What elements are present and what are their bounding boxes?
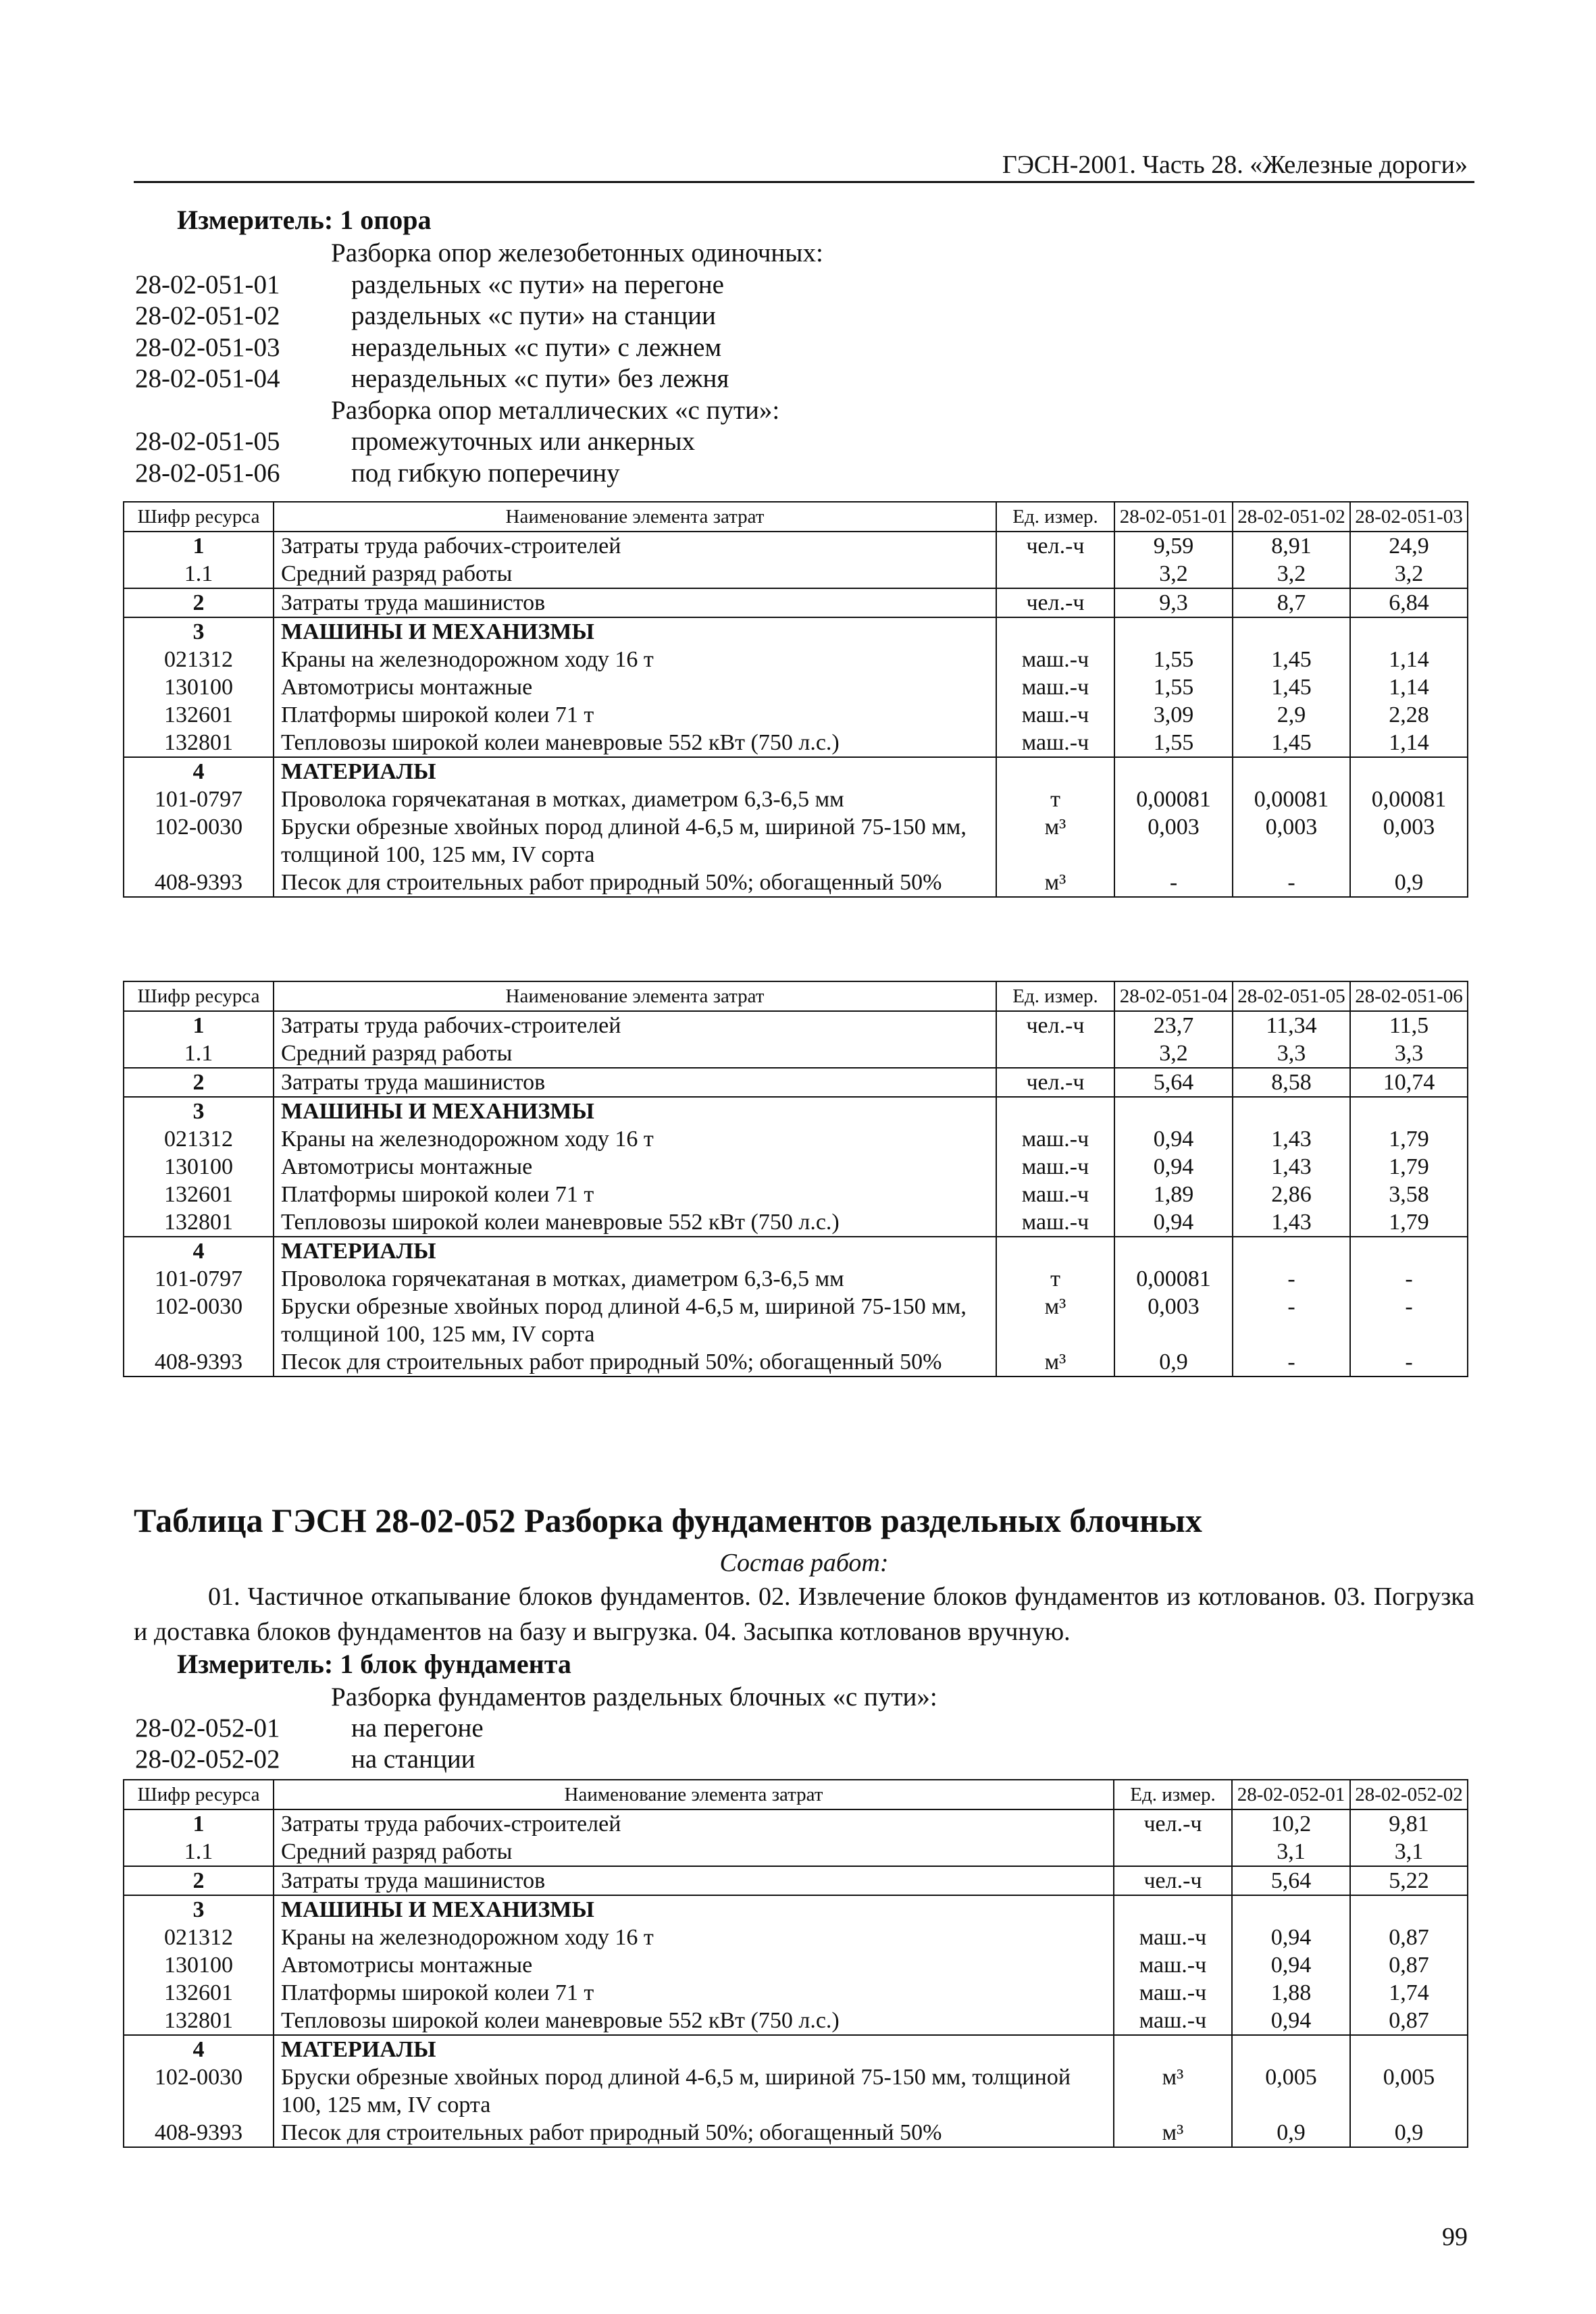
position-description: под гибкую поперечину (351, 458, 620, 488)
table-row (124, 1039, 1468, 1068)
table-row (124, 2035, 1468, 2063)
resource-unit (1114, 1895, 1232, 1924)
resource-code: 1.1 (124, 1039, 274, 1068)
resource-name: МАШИНЫ И МЕХАНИЗМЫ (274, 1895, 1114, 1924)
resource-value: 0,9 (1114, 1348, 1233, 1377)
table-header-row (124, 1780, 1468, 1809)
resource-unit: маш.-ч (996, 701, 1114, 729)
resource-value (1233, 617, 1350, 646)
resource-name: Песок для строительных работ природный 50%; обогащенный 50% (274, 2119, 1114, 2147)
table-row (124, 701, 1468, 729)
resource-name: Затраты труда рабочих-строителей (274, 532, 996, 560)
position-code: 28-02-051-01 (135, 269, 280, 299)
resource-code: 130100 (124, 1153, 274, 1181)
resource-value: 1,43 (1233, 1125, 1350, 1153)
position-description: раздельных «с пути» на перегоне (351, 269, 724, 299)
resource-unit: чел.-ч (996, 1068, 1114, 1097)
table-row (124, 729, 1468, 757)
resource-value: 1,14 (1350, 646, 1468, 673)
resource-value: 0,005 (1232, 2063, 1350, 2119)
header-position-col: 28-02-051-05 (1233, 981, 1350, 1011)
resource-unit: м³ (1114, 2119, 1232, 2147)
resource-value: 0,003 (1350, 813, 1468, 869)
resource-code: 1.1 (124, 560, 274, 588)
resource-value (1114, 1237, 1233, 1265)
resource-unit: маш.-ч (996, 646, 1114, 673)
resource-code: 021312 (124, 1924, 274, 1951)
resource-name: Песок для строительных работ природный 50%; обогащенный 50% (274, 869, 996, 897)
resource-value: 2,86 (1233, 1181, 1350, 1208)
resource-value: 0,9 (1350, 869, 1468, 897)
resource-code: 1 (124, 532, 274, 560)
position-description: нераздельных «с пути» с лежнем (351, 332, 722, 362)
position-code: 28-02-051-02 (135, 301, 280, 330)
table-row (124, 560, 1468, 588)
resource-value: 5,64 (1114, 1068, 1233, 1097)
resource-value: 11,34 (1233, 1011, 1350, 1039)
resource-value: 3,3 (1233, 1039, 1350, 1068)
resource-unit (1114, 2035, 1232, 2063)
resource-value (1232, 1895, 1350, 1924)
header-name: Наименование элемента затрат (274, 502, 996, 532)
resource-value: 23,7 (1114, 1011, 1233, 1039)
resource-code: 2 (124, 1866, 274, 1895)
resource-value: 1,43 (1233, 1208, 1350, 1237)
resource-value: 1,55 (1114, 673, 1233, 701)
resource-value: 1,14 (1350, 729, 1468, 757)
resource-value: 6,84 (1350, 588, 1468, 617)
resource-unit (996, 757, 1114, 786)
resource-code: 101-0797 (124, 1265, 274, 1293)
resource-name: Средний разряд работы (274, 1039, 996, 1068)
resource-value: 0,94 (1232, 1924, 1350, 1951)
resource-code: 132801 (124, 1208, 274, 1237)
resource-unit (996, 1237, 1114, 1265)
table-row (124, 869, 1468, 897)
resource-unit (996, 560, 1114, 588)
resource-code: 4 (124, 1237, 274, 1265)
header-unit: Ед. измер. (996, 981, 1114, 1011)
resource-name: Затраты труда машинистов (274, 1068, 996, 1097)
resource-name: Бруски обрезные хвойных пород длиной 4-6,5 м, шириной 75-150 мм, толщиной 100, 125 мм, IV сорта (274, 2063, 1114, 2119)
table-row (124, 757, 1468, 786)
resource-value: 1,55 (1114, 646, 1233, 673)
resource-name: Тепловозы широкой колеи маневровые 552 кВт (750 л.с.) (274, 729, 996, 757)
table-title-052: Таблица ГЭСН 28-02-052 Разборка фундаментов раздельных блочных (134, 1501, 1202, 1539)
resource-unit: м³ (996, 1348, 1114, 1377)
resource-value (1350, 617, 1468, 646)
resource-value: 3,09 (1114, 701, 1233, 729)
resource-value: 0,9 (1350, 2119, 1468, 2147)
resource-unit: т (996, 1265, 1114, 1293)
position-description: промежуточных или анкерных (351, 427, 696, 456)
resource-unit: чел.-ч (996, 588, 1114, 617)
resource-value: 0,00081 (1114, 786, 1233, 813)
resource-name: Проволока горячекатаная в мотках, диаметром 6,3-6,5 мм (274, 1265, 996, 1293)
resource-value: 3,2 (1114, 560, 1233, 588)
resource-value: 1,55 (1114, 729, 1233, 757)
resource-unit (1114, 1838, 1232, 1866)
resource-code: 408-9393 (124, 869, 274, 897)
header-name: Наименование элемента затрат (274, 981, 996, 1011)
position-code: 28-02-052-01 (135, 1714, 280, 1743)
table-row (124, 617, 1468, 646)
table-row (124, 813, 1468, 869)
table-row (124, 588, 1468, 617)
resource-code: 2 (124, 1068, 274, 1097)
resource-code: 3 (124, 1895, 274, 1924)
resource-value: 1,43 (1233, 1153, 1350, 1181)
header-code: Шифр ресурса (124, 981, 274, 1011)
resource-value: 3,3 (1350, 1039, 1468, 1068)
position-description: на перегоне (351, 1714, 484, 1743)
resource-value: 0,94 (1232, 2007, 1350, 2035)
resource-value: 8,91 (1233, 532, 1350, 560)
table-row (124, 1895, 1468, 1924)
resource-value: 0,87 (1350, 2007, 1468, 2035)
resource-code: 102-0030 (124, 813, 274, 869)
resource-table-051-b (123, 981, 1468, 1377)
resource-value: 9,59 (1114, 532, 1233, 560)
resource-value (1233, 1237, 1350, 1265)
resource-value (1232, 2035, 1350, 2063)
header-code: Шифр ресурса (124, 502, 274, 532)
resource-name: Автомотрисы монтажные (274, 1951, 1114, 1979)
resource-value: 0,003 (1114, 813, 1233, 869)
resource-value (1350, 1895, 1468, 1924)
resource-value: 1,45 (1233, 673, 1350, 701)
resource-value: 1,89 (1114, 1181, 1233, 1208)
resource-code: 132801 (124, 729, 274, 757)
resource-value: 1,45 (1233, 729, 1350, 757)
resource-code: 3 (124, 1097, 274, 1125)
resource-value: 10,2 (1232, 1809, 1350, 1838)
table-row (124, 532, 1468, 560)
resource-value: 2,9 (1233, 701, 1350, 729)
resource-unit: маш.-ч (996, 1181, 1114, 1208)
resource-value: - (1350, 1293, 1468, 1348)
table-row (124, 1924, 1468, 1951)
resource-value: 3,2 (1350, 560, 1468, 588)
resource-code: 3 (124, 617, 274, 646)
resource-value: 9,81 (1350, 1809, 1468, 1838)
resource-value: 0,94 (1232, 1951, 1350, 1979)
table-row (124, 1866, 1468, 1895)
table-row (124, 1011, 1468, 1039)
resource-value: 3,58 (1350, 1181, 1468, 1208)
resource-value: - (1233, 1348, 1350, 1377)
table-row (124, 1097, 1468, 1125)
table-header-row (124, 502, 1468, 532)
resource-unit: маш.-ч (996, 1208, 1114, 1237)
resource-unit: маш.-ч (1114, 1979, 1232, 2007)
resource-value: 0,94 (1114, 1208, 1233, 1237)
resource-value: 0,87 (1350, 1951, 1468, 1979)
resource-value: - (1233, 1293, 1350, 1348)
header-rule (134, 181, 1474, 183)
resource-name: Затраты труда рабочих-строителей (274, 1809, 1114, 1838)
position-code: 28-02-051-06 (135, 458, 280, 488)
table-row (124, 1293, 1468, 1348)
running-head: ГЭСН-2001. Часть 28. «Железные дороги» (1002, 151, 1468, 179)
resource-value: - (1233, 1265, 1350, 1293)
table-header-row (124, 981, 1468, 1011)
header-code: Шифр ресурса (124, 1780, 274, 1809)
resource-name: Бруски обрезные хвойных пород длиной 4-6,5 м, шириной 75-150 мм, толщиной 100, 125 мм, IV сорта (274, 1293, 996, 1348)
resource-value: 11,5 (1350, 1011, 1468, 1039)
works-label: Состав работ: (719, 1549, 889, 1577)
resource-name: Средний разряд работы (274, 1838, 1114, 1866)
resource-value: 0,00081 (1350, 786, 1468, 813)
resource-value: 0,9 (1232, 2119, 1350, 2147)
resource-unit: маш.-ч (996, 729, 1114, 757)
resource-unit: маш.-ч (996, 1153, 1114, 1181)
resource-unit: чел.-ч (1114, 1809, 1232, 1838)
resource-name: Платформы широкой колеи 71 т (274, 1181, 996, 1208)
resource-unit: маш.-ч (996, 673, 1114, 701)
resource-code: 1 (124, 1011, 274, 1039)
resource-value: 0,00081 (1114, 1265, 1233, 1293)
resource-value: 0,005 (1350, 2063, 1468, 2119)
resource-code: 130100 (124, 673, 274, 701)
resource-value: 1,45 (1233, 646, 1350, 673)
header-unit: Ед. измер. (1114, 1780, 1232, 1809)
resource-code: 102-0030 (124, 2063, 274, 2119)
resource-value: - (1350, 1265, 1468, 1293)
resource-value: 3,2 (1233, 560, 1350, 588)
resource-unit (996, 1039, 1114, 1068)
resource-unit: т (996, 786, 1114, 813)
resource-unit: маш.-ч (1114, 1951, 1232, 1979)
resource-unit: чел.-ч (1114, 1866, 1232, 1895)
resource-value: 1,79 (1350, 1153, 1468, 1181)
resource-name: МАТЕРИАЛЫ (274, 2035, 1114, 2063)
resource-table-051-a (123, 501, 1468, 898)
resource-value: 3,1 (1232, 1838, 1350, 1866)
resource-code: 2 (124, 588, 274, 617)
resource-code: 4 (124, 2035, 274, 2063)
header-position-col: 28-02-051-06 (1350, 981, 1468, 1011)
resource-value: 3,2 (1114, 1039, 1233, 1068)
resource-name: Тепловозы широкой колеи маневровые 552 кВт (750 л.с.) (274, 1208, 996, 1237)
position-group-heading: Разборка опор металлических «с пути»: (331, 395, 780, 425)
resource-unit: м³ (996, 1293, 1114, 1348)
resource-value: 0,003 (1114, 1293, 1233, 1348)
resource-value: 1,14 (1350, 673, 1468, 701)
resource-name: Платформы широкой колеи 71 т (274, 1979, 1114, 2007)
resource-name: Краны на железнодорожном ходу 16 т (274, 646, 996, 673)
position-code: 28-02-052-02 (135, 1745, 280, 1774)
resource-code: 101-0797 (124, 786, 274, 813)
resource-name: Тепловозы широкой колеи маневровые 552 кВт (750 л.с.) (274, 2007, 1114, 2035)
resource-value: 5,22 (1350, 1866, 1468, 1895)
table-row (124, 786, 1468, 813)
resource-code: 132601 (124, 1979, 274, 2007)
resource-name: МАТЕРИАЛЫ (274, 757, 996, 786)
page-number: 99 (1442, 2223, 1468, 2251)
measure-label-1: Измеритель: 1 опора (177, 205, 432, 235)
resource-value (1233, 1097, 1350, 1125)
resource-value: 0,87 (1350, 1924, 1468, 1951)
resource-name: Автомотрисы монтажные (274, 1153, 996, 1181)
header-unit: Ед. измер. (996, 502, 1114, 532)
resource-code: 408-9393 (124, 2119, 274, 2147)
measure-label-2: Измеритель: 1 блок фундамента (177, 1649, 571, 1679)
resource-unit: м³ (996, 869, 1114, 897)
resource-code: 130100 (124, 1951, 274, 1979)
resource-value (1350, 1097, 1468, 1125)
resource-value: 0,94 (1114, 1125, 1233, 1153)
header-position-col: 28-02-051-03 (1350, 502, 1468, 532)
table-row (124, 1979, 1468, 2007)
resource-code: 132601 (124, 701, 274, 729)
resource-name: Проволока горячекатаная в мотках, диаметром 6,3-6,5 мм (274, 786, 996, 813)
resource-unit (996, 1097, 1114, 1125)
table-row (124, 1348, 1468, 1377)
resource-unit: маш.-ч (1114, 1924, 1232, 1951)
position-group-heading: Разборка фундаментов раздельных блочных «с пути»: (331, 1682, 937, 1712)
position-description: на станции (351, 1745, 475, 1774)
resource-value (1350, 757, 1468, 786)
table-row (124, 1208, 1468, 1237)
table-row (124, 2007, 1468, 2035)
resource-value: 24,9 (1350, 532, 1468, 560)
resource-code: 1 (124, 1809, 274, 1838)
resource-value: - (1350, 1348, 1468, 1377)
resource-value: 3,1 (1350, 1838, 1468, 1866)
resource-value (1114, 1097, 1233, 1125)
resource-unit: маш.-ч (996, 1125, 1114, 1153)
table-row (124, 2063, 1468, 2119)
table-row (124, 646, 1468, 673)
resource-value (1114, 757, 1233, 786)
resource-value: 1,74 (1350, 1979, 1468, 2007)
position-description: нераздельных «с пути» без лежня (351, 364, 729, 393)
header-position-col: 28-02-051-01 (1114, 502, 1233, 532)
table-row (124, 2119, 1468, 2147)
header-position-col: 28-02-052-01 (1232, 1780, 1350, 1809)
resource-value: 0,003 (1233, 813, 1350, 869)
resource-value: 5,64 (1232, 1866, 1350, 1895)
resource-code: 132801 (124, 2007, 274, 2035)
resource-value: 9,3 (1114, 588, 1233, 617)
resource-code: 132601 (124, 1181, 274, 1208)
table-row (124, 1951, 1468, 1979)
table-row (124, 1809, 1468, 1838)
resource-name: Бруски обрезные хвойных пород длиной 4-6,5 м, шириной 75-150 мм, толщиной 100, 125 мм, IV сорта (274, 813, 996, 869)
resource-value: 10,74 (1350, 1068, 1468, 1097)
resource-value (1114, 617, 1233, 646)
resource-value: 1,79 (1350, 1125, 1468, 1153)
resource-code: 1.1 (124, 1838, 274, 1866)
table-row (124, 1068, 1468, 1097)
resource-name: МАШИНЫ И МЕХАНИЗМЫ (274, 617, 996, 646)
resource-name: Песок для строительных работ природный 50%; обогащенный 50% (274, 1348, 996, 1377)
resource-value: 1,88 (1232, 1979, 1350, 2007)
resource-name: Средний разряд работы (274, 560, 996, 588)
resource-value: 0,00081 (1233, 786, 1350, 813)
table-row (124, 1838, 1468, 1866)
resource-value: 2,28 (1350, 701, 1468, 729)
resource-value (1350, 1237, 1468, 1265)
table-row (124, 1237, 1468, 1265)
resource-code: 102-0030 (124, 1293, 274, 1348)
resource-name: Платформы широкой колеи 71 т (274, 701, 996, 729)
resource-value (1233, 757, 1350, 786)
resource-code: 408-9393 (124, 1348, 274, 1377)
resource-value: 0,94 (1114, 1153, 1233, 1181)
resource-value: - (1233, 869, 1350, 897)
resource-code: 4 (124, 757, 274, 786)
resource-value: 8,58 (1233, 1068, 1350, 1097)
header-position-col: 28-02-052-02 (1350, 1780, 1468, 1809)
resource-name: Затраты труда рабочих-строителей (274, 1011, 996, 1039)
position-group-heading: Разборка опор железобетонных одиночных: (331, 238, 823, 267)
resource-value: 8,7 (1233, 588, 1350, 617)
resource-value (1350, 2035, 1468, 2063)
resource-name: Затраты труда машинистов (274, 1866, 1114, 1895)
position-code: 28-02-051-04 (135, 364, 280, 393)
header-name: Наименование элемента затрат (274, 1780, 1114, 1809)
table-row (124, 1265, 1468, 1293)
resource-code: 021312 (124, 1125, 274, 1153)
resource-unit: чел.-ч (996, 532, 1114, 560)
resource-unit: м³ (996, 813, 1114, 869)
table-row (124, 673, 1468, 701)
resource-table-052 (123, 1779, 1468, 2148)
resource-value: 1,79 (1350, 1208, 1468, 1237)
resource-name: МАТЕРИАЛЫ (274, 1237, 996, 1265)
header-position-col: 28-02-051-04 (1114, 981, 1233, 1011)
table-row (124, 1125, 1468, 1153)
resource-value: - (1114, 869, 1233, 897)
resource-unit: маш.-ч (1114, 2007, 1232, 2035)
table-row (124, 1181, 1468, 1208)
position-description: раздельных «с пути» на станции (351, 301, 716, 330)
resource-name: Автомотрисы монтажные (274, 673, 996, 701)
resource-name: Краны на железнодорожном ходу 16 т (274, 1924, 1114, 1951)
table-row (124, 1153, 1468, 1181)
position-code: 28-02-051-03 (135, 332, 280, 362)
resource-name: Краны на железнодорожном ходу 16 т (274, 1125, 996, 1153)
resource-unit: чел.-ч (996, 1011, 1114, 1039)
resource-unit (996, 617, 1114, 646)
resource-name: МАШИНЫ И МЕХАНИЗМЫ (274, 1097, 996, 1125)
position-code: 28-02-051-05 (135, 427, 280, 456)
header-position-col: 28-02-051-02 (1233, 502, 1350, 532)
resource-name: Затраты труда машинистов (274, 588, 996, 617)
resource-code: 021312 (124, 646, 274, 673)
resource-unit: м³ (1114, 2063, 1232, 2119)
works-text: 01. Частичное откапывание блоков фундаментов. 02. Извлечение блоков фундаментов из котлованов. 03. Погрузка и доставка блоков фундаментов на базу и выгрузка. 04. Засыпка котлованов вручную. (134, 1583, 1474, 1646)
